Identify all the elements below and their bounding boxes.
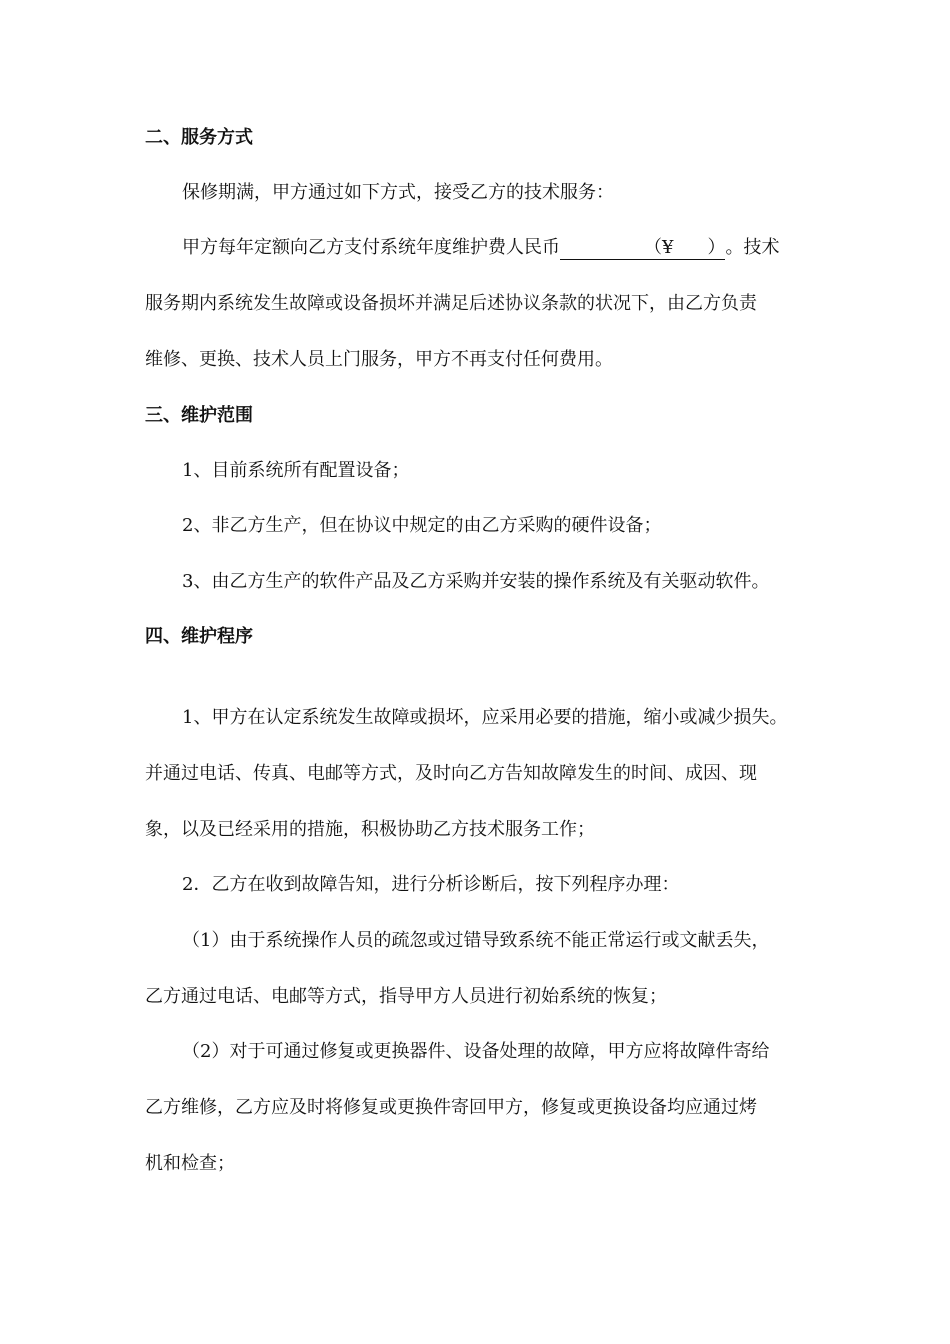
procedure-step-1-line-2: 并通过电话、传真、电邮等方式，及时向乙方告知故障发生的时间、成因、现 xyxy=(145,763,757,784)
procedure-sub-1-line-1: （1）由于系统操作人员的疏忽或过错导致系统不能正常运行或文献丢失， xyxy=(182,930,770,951)
annual-fee-line-3: 维修、更换、技术人员上门服务，甲方不再支付任何费用。 xyxy=(145,349,613,370)
procedure-sub-2-line-2: 乙方维修，乙方应及时将修复或更换件寄回甲方，修复或更换设备均应通过烤 xyxy=(145,1097,757,1118)
annual-fee-line-2: 服务期内系统发生故障或设备损坏并满足后述协议条款的状况下，由乙方负责 xyxy=(145,293,757,314)
section-heading-maintenance-procedure: 四、维护程序 xyxy=(145,626,253,647)
fee-amount-blank[interactable]: （¥ ） xyxy=(560,237,725,260)
procedure-sub-1-line-2: 乙方通过电话、电邮等方式，指导甲方人员进行初始系统的恢复； xyxy=(145,986,667,1007)
annual-fee-line xyxy=(182,236,779,260)
scope-item-2: 2、非乙方生产，但在协议中规定的由乙方采购的硬件设备； xyxy=(182,515,662,536)
scope-item-3: 3、由乙方生产的软件产品及乙方采购并安装的操作系统及有关驱动软件。 xyxy=(182,571,770,592)
procedure-step-1-line-3: 象，以及已经采用的措施，积极协助乙方技术服务工作； xyxy=(145,819,595,840)
procedure-sub-2-line-3: 机和检查； xyxy=(145,1153,235,1174)
annual-fee-suffix: 。技术 xyxy=(725,237,780,258)
procedure-step-1-line-1: 1、甲方在认定系统发生故障或损坏，应采用必要的措施，缩小或减少损失。 xyxy=(182,707,788,728)
procedure-sub-2-line-1: （2）对于可通过修复或更换器件、设备处理的故障，甲方应将故障件寄给 xyxy=(182,1041,770,1062)
section-heading-maintenance-scope: 三、维护范围 xyxy=(145,405,253,426)
annual-fee-text: 甲方每年定额向乙方支付系统年度维护费人民币 xyxy=(182,237,560,258)
section-heading-service-method: 二、服务方式 xyxy=(145,127,253,148)
service-intro-paragraph: 保修期满，甲方通过如下方式，接受乙方的技术服务： xyxy=(182,182,614,203)
procedure-step-2: 2．乙方在收到故障告知，进行分析诊断后，按下列程序办理： xyxy=(182,874,680,895)
scope-item-1: 1、目前系统所有配置设备； xyxy=(182,460,410,481)
